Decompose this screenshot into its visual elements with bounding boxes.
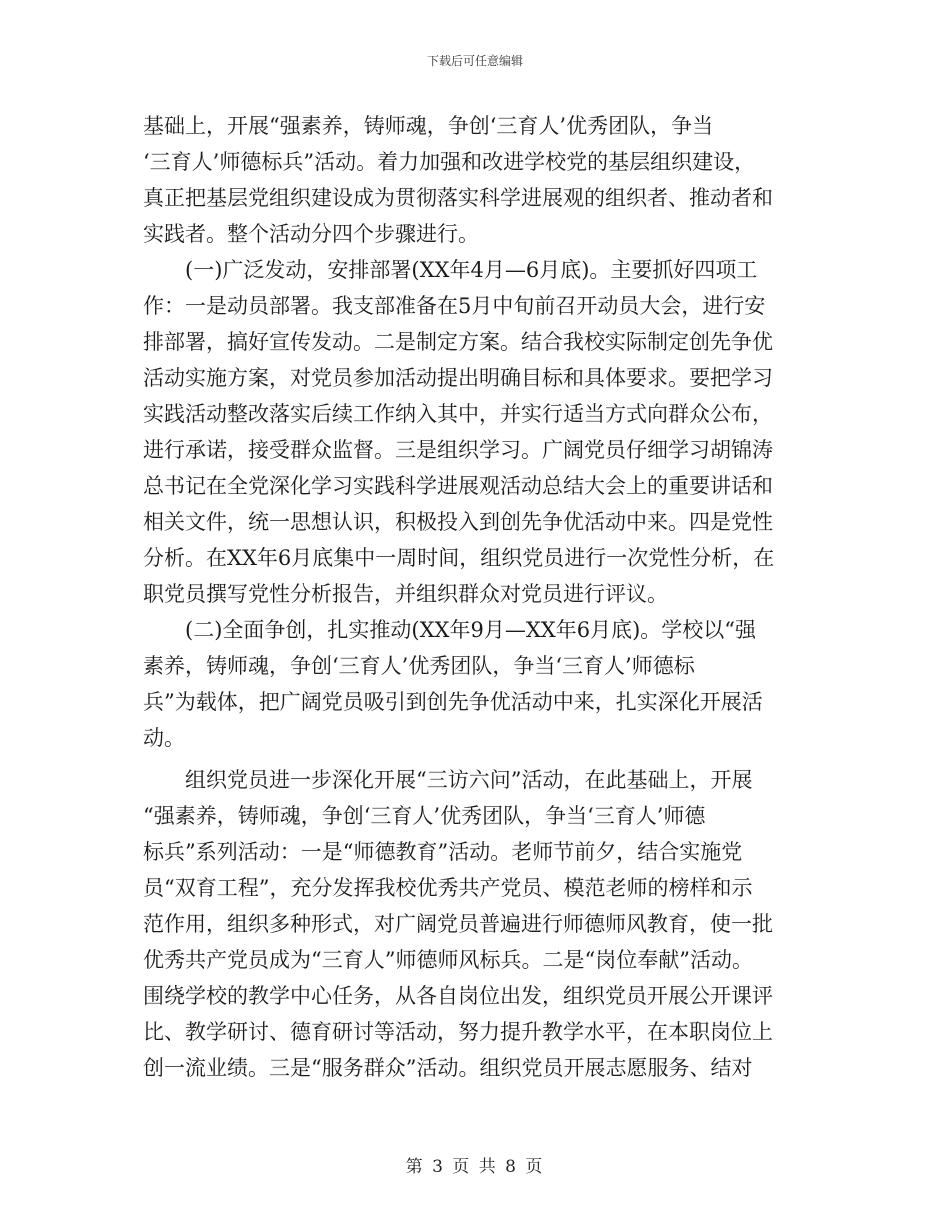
page-number-footer: 第 3 页 共 8 页 — [405, 1157, 545, 1177]
body-line: ‘三育人’师德标兵”活动。着力加强和改进学校党的基层组织建设， — [143, 150, 756, 174]
body-line: 排部署，搞好宣传发动。二是制定方案。结合我校实际制定创先争优 — [143, 330, 773, 354]
body-line: 实践者。整个活动分四个步骤进行。 — [143, 222, 479, 246]
body-line: 作：一是动员部署。我支部准备在5月中旬前召开动员大会，进行安 — [143, 294, 766, 318]
document-body — [143, 108, 803, 1086]
body-line: 分析。在XX年6月底集中一周时间，组织党员进行一次党性分析，在 — [143, 546, 775, 570]
body-line: 素养，铸师魂，争创‘三育人’优秀团队，争当‘三育人’师德标 — [143, 654, 695, 678]
body-line: 创一流业绩。三是“服务群众”活动。组织党员开展志愿服务、结对 — [143, 1056, 753, 1080]
body-line: (二)全面争创，扎实推动(XX年9月—XX年6月底)。学校以“强 — [143, 618, 757, 642]
page-header: 下载后可任意编辑 — [426, 54, 523, 68]
body-line: 实践活动整改落实后续工作纳入其中，并实行适当方式向群众公布， — [143, 402, 773, 426]
body-line: 总书记在全党深化学习实践科学进展观活动总结大会上的重要讲话和 — [143, 474, 773, 498]
body-line: 员“双育工程”，充分发挥我校优秀共产党员、模范老师的榜样和示 — [143, 876, 753, 900]
body-line: 组织党员进一步深化开展“三访六问”活动，在此基础上，开展 — [143, 768, 753, 792]
body-line: 兵”为载体，把广阔党员吸引到创先争优活动中来，扎实深化开展活 — [143, 690, 763, 714]
body-line: 相关文件，统一思想认识，积极投入到创先争优活动中来。四是党性 — [143, 510, 773, 534]
body-line: 范作用，组织多种形式，对广阔党员普遍进行师德师风教育，使一批 — [143, 912, 773, 936]
body-line: 真正把基层党组织建设成为贯彻落实科学进展观的组织者、推动者和 — [143, 186, 773, 210]
body-line: 进行承诺，接受群众监督。三是组织学习。广阔党员仔细学习胡锦涛 — [143, 438, 773, 462]
body-line: 比、教学研讨、德育研讨等活动，努力提升教学水平，在本职岗位上 — [143, 1020, 773, 1044]
body-line: “强素养，铸师魂，争创‘三育人’优秀团队，争当‘三育人’师德 — [143, 804, 706, 828]
body-line: 职党员撰写党性分析报告，并组织群众对党员进行评议。 — [143, 582, 668, 606]
body-line: 标兵”系列活动：一是“师德教育”活动。老师节前夕，结合实施党 — [143, 840, 743, 864]
body-line: 动。 — [143, 726, 185, 750]
body-line: 基础上，开展“强素养，铸师魂，争创‘三育人’优秀团队，争当 — [143, 114, 714, 138]
body-line: 优秀共产党员成为“三育人”师德师风标兵。二是“岗位奉献”活动。 — [143, 948, 753, 972]
body-line: (一)广泛发动，安排部署(XX年4月—6月底)。主要抓好四项工 — [143, 258, 758, 282]
body-line: 围绕学校的教学中心任务，从各自岗位出发，组织党员开展公开课评 — [143, 984, 773, 1008]
body-line: 活动实施方案，对党员参加活动提出明确目标和具体要求。要把学习 — [143, 366, 773, 390]
